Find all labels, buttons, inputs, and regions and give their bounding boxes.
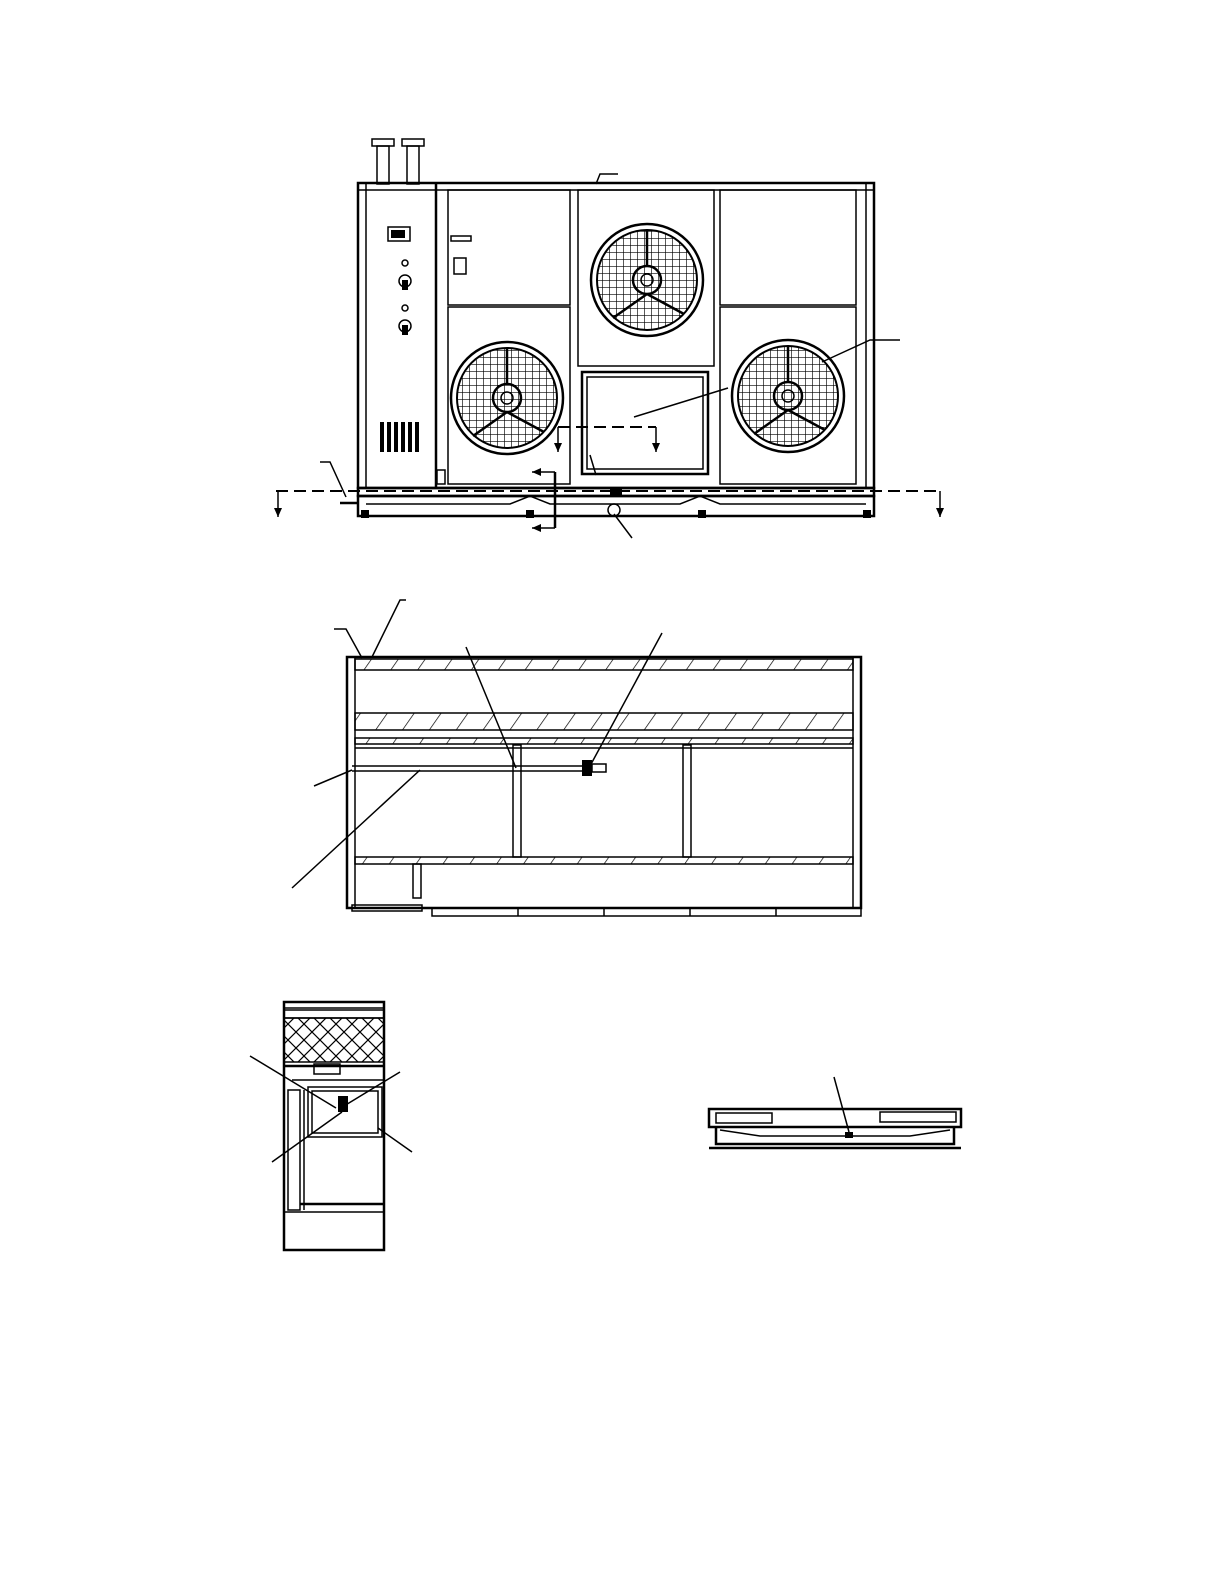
vent-louvers	[380, 422, 419, 452]
access-opening	[582, 372, 708, 474]
fan-right	[732, 340, 844, 452]
leader-lines	[250, 1056, 412, 1162]
hatched-wall-bottom	[355, 857, 853, 864]
hatched-wall-top	[355, 659, 853, 670]
base-skid	[340, 488, 874, 518]
hatched-wall-mid	[355, 713, 853, 730]
front-view	[276, 139, 940, 538]
top-section-view	[292, 600, 861, 916]
cross-hatched-filter	[284, 1018, 384, 1062]
end-detail-view	[709, 1077, 961, 1148]
side-section-view	[250, 1002, 412, 1250]
exhaust-stacks	[372, 139, 424, 184]
fan-top	[591, 224, 703, 336]
fan-left	[451, 342, 563, 454]
fuel-pipe	[352, 760, 606, 776]
